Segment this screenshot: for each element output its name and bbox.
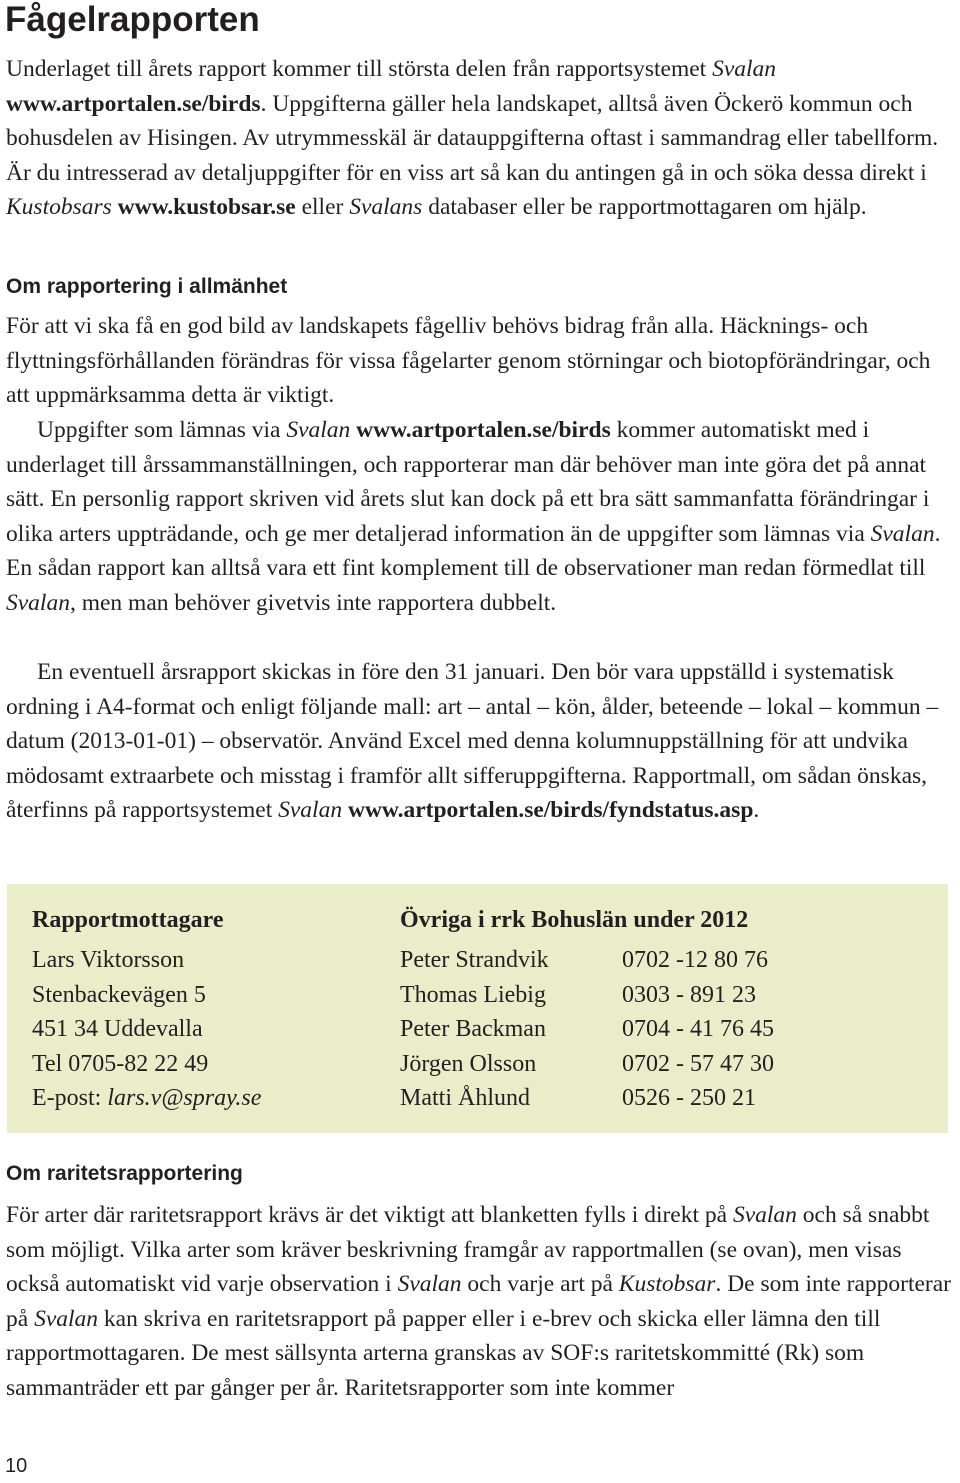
member-name: Jörgen Olsson: [400, 1050, 537, 1077]
contact-email-link[interactable]: lars.v@spray.se: [107, 1084, 262, 1111]
contact-box: [7, 884, 948, 1133]
member-row: [400, 1012, 774, 1046]
member-name: Matti Åhlund: [400, 1084, 530, 1111]
rrk-heading: Övriga i rrk Bohuslän under 2012: [400, 907, 749, 933]
member-phone: 0704 - 41 76 45: [622, 1016, 774, 1043]
svalan-name: Svalan: [712, 56, 777, 82]
rapportering-paragraph-1: För att vi ska få en god bild av landskapets fågelliv behövs bidrag från alla. Häcknings- och flyttningsförhållanden förändras för vissa fågelarter genom störningar och biotopförändringar, och att uppmärksamma detta är viktigt.: [6, 313, 931, 409]
member-name: Peter Strandvik: [400, 947, 549, 974]
kustobsar-link[interactable]: www.kustobsar.se: [117, 194, 296, 221]
member-row: [400, 978, 774, 1012]
contact-city: 451 34 Uddevalla: [32, 1016, 203, 1043]
rapportmottagare-heading: Rapportmottagare: [32, 907, 224, 933]
member-phone: 0526 - 250 21: [622, 1084, 756, 1111]
contact-email-row: E-post: lars.v@spray.se: [32, 1084, 262, 1111]
contact-phone: Tel 0705-82 22 49: [32, 1050, 209, 1077]
member-name: Thomas Liebig: [400, 981, 546, 1008]
page-title: Fågelrapporten: [5, 0, 260, 39]
kustobsars-name: Kustobsars: [6, 194, 112, 221]
section-heading-raritet: Om raritetsrapportering: [6, 1162, 243, 1185]
member-phone: 0702 - 57 47 30: [622, 1050, 774, 1077]
contact-street: Stenbackevägen 5: [32, 981, 206, 1008]
intro-paragraph: Underlaget till årets rapport kommer till största delen från rapportsystemet Svalan www.artportalen.se/birds. Uppgifterna gäller hela landskapet, alltså även Öckerö kommun och bohusdelen av Hisingen. Av utrymmesskäl är datauppgifterna oftast i sammandrag eller tabellform. Är du intresserad av detaljuppgifter för en viss art så kan du antingen gå in och söka dessa direkt i Kustobsars www.kustobsar.se eller Svalans databaser eller be rapportmottagaren om hjälp.: [6, 56, 939, 221]
member-row: [400, 1081, 774, 1115]
raritet-paragraph: För arter där raritetsrapport krävs är det viktigt att blanketten fylls i direkt på Svalan och så snabbt som möjligt. Vilka arter som kräver beskrivning framgår av rapportmallen (se ovan), men visas också automatiskt vid varje observation i Svalan och varje art på Kustobsar. De som inte rapporterar på Svalan kan skriva en raritetsrapport på papper eller i e-brev och skicka eller lämna den till rapportmottagaren. De mest sällsynta arterna granskas av SOF:s raritetskommitté (Rk) som sammanträder ett par gånger per år. Raritetsrapporter som inte kommer: [6, 1202, 951, 1401]
fyndstatus-link[interactable]: www.artportalen.se/birds/fyndstatus.asp: [347, 797, 754, 824]
section-heading-rapportering: Om rapportering i allmänhet: [6, 275, 288, 298]
member-phone: 0702 -12 80 76: [622, 947, 768, 974]
member-phone: 0303 - 891 23: [622, 981, 756, 1008]
rapportmottagare-column: [32, 903, 261, 1115]
contact-name: Lars Viktorsson: [32, 947, 185, 974]
artportalen-link-2[interactable]: www.artportalen.se/birds: [356, 417, 611, 443]
member-row: [400, 1047, 774, 1081]
rapportering-paragraph-3: En eventuell årsrapport skickas in före den 31 januari. Den bör vara uppställd i systematisk ordning i A4-format och enligt följande mall: art – antal – kön, ålder, beteende – lokal – kommun – datum (2013-01-01) – observatör. Använd Excel med denna kolumnuppställning för att undvika mödosamt extraarbete och misstag i framför allt sifferuppgifterna. Rapportmall, om sådan önskas, återfinns på rapportsystemet Svalan www.artportalen.se/birds/fyndstatus.asp.: [6, 659, 939, 824]
rrk-members-column: [400, 903, 774, 1115]
rapportering-paragraph-2: Uppgifter som lämnas via Svalan www.artportalen.se/birds kommer automatiskt med i underlaget till årssammanställningen, och rapporterar man där behöver man inte göra det på annat sätt. En personlig rapport skriven vid årets slut kan dock på ett bra sätt sammanfatta förändringar i olika arters uppträdande, och ge mer detaljerad information än de uppgifter som lämnas via Svalan. En sådan rapport kan alltså vara ett fint komplement till de observationer man redan förmedlat till Svalan, men man behöver givetvis inte rapportera dubbelt.: [6, 417, 941, 616]
artportalen-link[interactable]: www.artportalen.se/birds: [6, 90, 261, 117]
member-row: [400, 943, 774, 977]
svalans-name: Svalans: [349, 194, 423, 221]
member-name: Peter Backman: [400, 1016, 546, 1043]
page-number: 10: [5, 1455, 28, 1477]
